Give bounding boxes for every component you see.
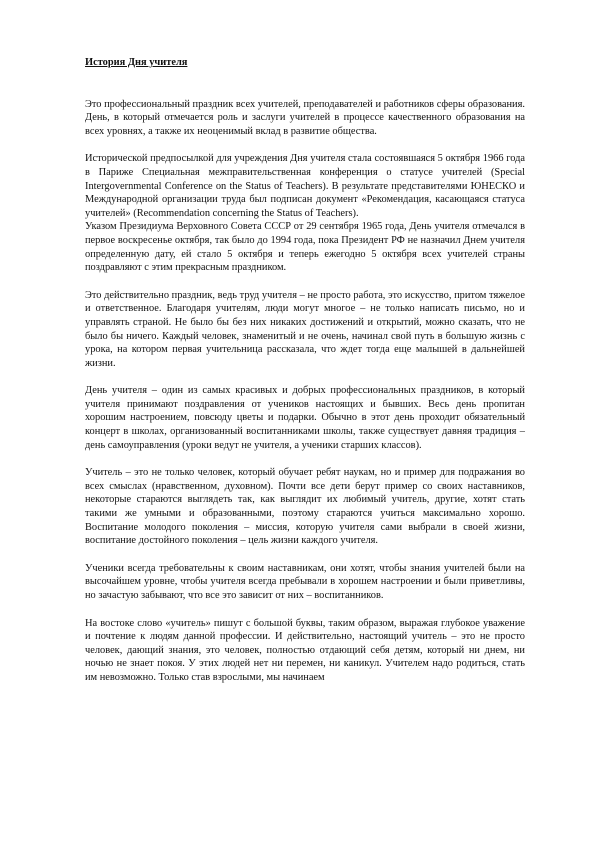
paragraph-students: Ученики всегда требовательны к своим наставникам, они хотят, чтобы знания учителей были на высочайшем уровне, чтобы учителя всегда пребывали в хорошем настроении и были приветливы, но зачастую забывают, что все это зависит от них – воспитанников.: [85, 562, 525, 601]
paragraph-history: Исторической предпосылкой для учреждения Дня учителя стала состоявшаяся 5 октября 1966 года в Париже Специальная межправительственная конференция о статусе учителей (Special Intergovernmental Conference on the Status of Teachers). В результате представителями ЮНЕСКО и Международной организации труда был подписан документ «Рекомендация, касающаяся статуса учителей» (Recommendation concerning the Status of Teachers).: [85, 153, 525, 219]
paragraph-intro: Это профессиональный праздник всех учителей, преподавателей и работников сферы образования. День, в который отмечается роль и заслуги учителей в процессе качественного образования на всех уровнях, а также их неоценимый вклад в развитие общества.: [85, 98, 525, 137]
document-title: История Дня учителя: [85, 57, 188, 68]
paragraph-decree: Указом Президиума Верховного Совета СССР от 29 сентября 1965 года, День учителя отмечался в первое воскресенье октября, так было до 1994 года, пока Президент РФ не назначил Днем учителя определенную дату, ей стало 5 октября и теперь ежегодно 5 октября всех учителей страны поздравляют с этим прекрасным праздником.: [85, 221, 525, 274]
paragraph-east: На востоке слово «учитель» пишут с большой буквы, таким образом, выражая глубокое уважение и почтение к людям данной профессии. И действительно, настоящий учитель – это не просто человек, дающий знания, это человек, полностью отдающий себя детям, который ни днем, ни ночью не знает покоя. У этих людей нет ни перемен, ни каникул. Учителем надо родиться, стать им невозможно. Только став взрослыми, мы начинаем: [85, 617, 525, 683]
paragraph-role-model: Учитель – это не только человек, который обучает ребят наукам, но и пример для подражания во всех смыслах (нравственном, духовном). Почти все дети берут пример со своих наставников, некоторые стараются выглядеть так, как выглядит их любимый учитель, другие, хотят стать такими же умными и образованными, поэтому стараются учиться максимально хорошо. Воспитание молодого поколения – миссия, которую учителя сами выбрали в своей жизни, воспитание достойного поколения – цель жизни каждого учителя.: [85, 467, 525, 547]
document-page: [85, 56, 525, 699]
paragraph-celebration: Это действительно праздник, ведь труд учителя – не просто работа, это искусство, притом тяжелое и ответственное. Благодаря учителям, люди могут многое – не только написать письмо, но и управлять страной. Не было бы без них никаких достижений и открытий, можно сказать, что не было бы ничего. Каждый человек, знаменитый и не очень, начинал свой путь в большую жизнь с урока, на котором первая учительница рассказала, что ждет тогда еще малышей в дальнейшей жизни.: [85, 289, 525, 369]
paragraph-traditions: День учителя – один из самых красивых и добрых профессиональных праздников, в который учителя принимают поздравления от учеников настоящих и бывших. Весь день пропитан хорошим настроением, повсюду цветы и подарки. Обычно в этот день проходит обязательный концерт в школах, организованный воспитанниками школы, также существует давняя традиция – день самоуправления (уроки ведут не учителя, а ученики старших классов).: [85, 385, 525, 451]
